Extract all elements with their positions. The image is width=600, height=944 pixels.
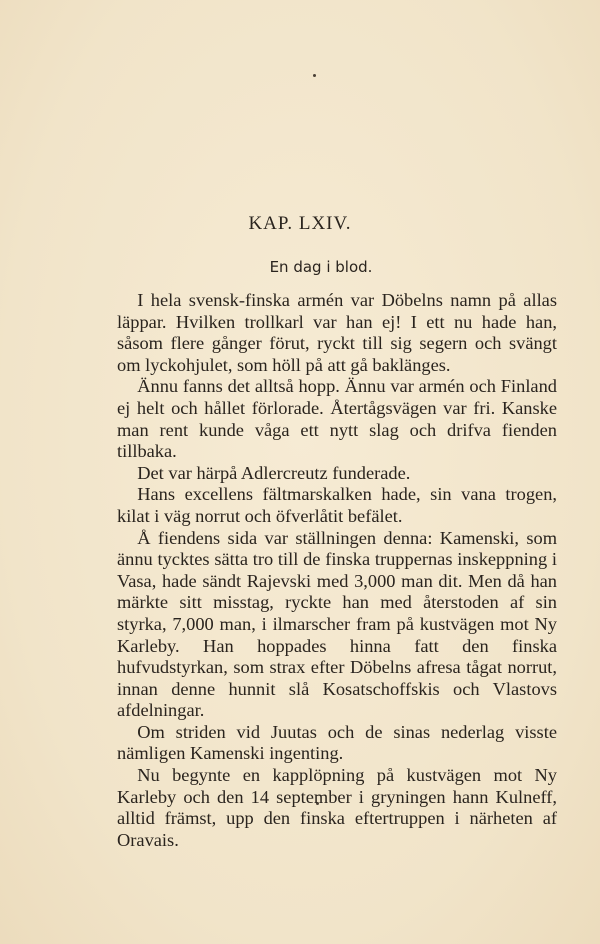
- paragraph: Ännu fanns det alltså hopp. Ännu var armén och Finland ej helt och hållet förlorade. Återtågsvägen var fri. Kanske man rent kunde våga ett nytt slag och drifva fienden tillbaka.: [117, 376, 557, 462]
- chapter-subtitle: En dag i blod.: [269, 258, 373, 276]
- ink-speck: [313, 74, 316, 77]
- chapter-body: [117, 290, 557, 851]
- paragraph: Om striden vid Juutas och de sinas nederlag visste nämligen Kamenski ingenting.: [117, 721, 557, 764]
- paragraph: I hela svensk-finska armén var Döbelns namn på allas läppar. Hvilken trollkarl var han ej! I ett nu hade han, såsom flere gånger förut, ryckt till sig segern och svängt om lyckohjulet, som höll på att gå baklänges.: [117, 290, 557, 375]
- paragraph: Det var härpå Adlercreutz funderade.: [137, 462, 411, 483]
- chapter-heading: KAP. LXIV.: [248, 213, 352, 234]
- paragraph: Å fiendens sida var ställningen denna: Kamenski, som ännu tycktes sätta tro till de finska truppernas inskeppning i Vasa, hade sändt Rajevski med 3,000 man dit. Men då han märkte sitt misstag, ryckte han med återstoden af sin styrka, 7,000 man, i ilmarscher fram på kustvägen mot Ny Karleby. Han hoppades hinna fatt den finska hufvudstyrkan, som strax efter Döbelns afresa tågat norrut, innan denne hunnit slå Kosatschoffskis och Vlastovs afdelningar.: [117, 527, 557, 721]
- paragraph: Nu begynte en kapplöpning på kustvägen mot Ny Karleby och den 14 september i gryningen hann Kulneff, alltid främst, upp den finska eftertruppen i närheten af Oravais.: [117, 765, 557, 850]
- paragraph: Hans excellens fältmarskalken hade, sin vana trogen, kilat i väg norrut och öfverlåtit befälet.: [117, 484, 557, 526]
